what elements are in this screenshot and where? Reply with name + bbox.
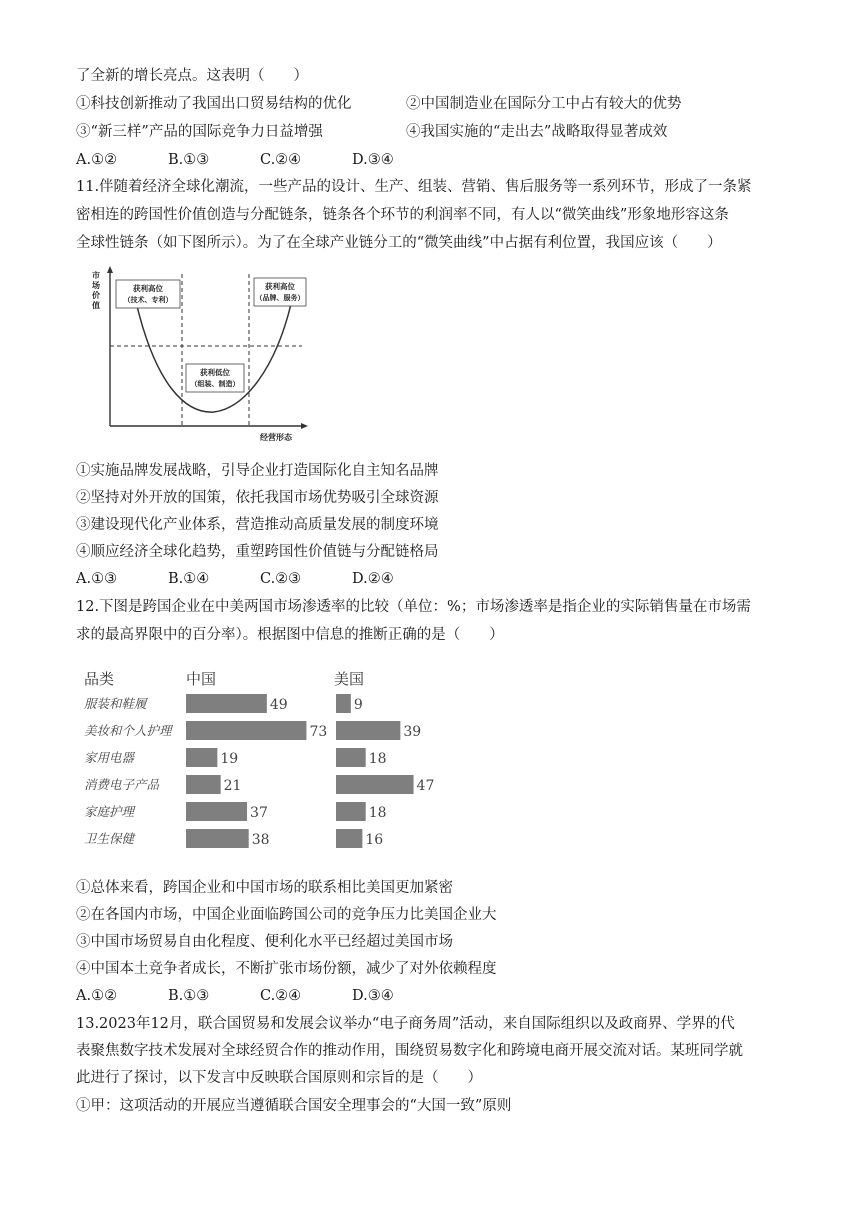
q12-option-4: ④中国本土竞争者成长，不断扩张市场份额，减少了对外依赖程度 bbox=[76, 961, 497, 977]
series-name-china: 中国 bbox=[186, 670, 217, 688]
left-high-label-1: 获利高位 bbox=[133, 284, 163, 293]
bar-china-value: 73 bbox=[309, 724, 328, 740]
mid-low-label-1: 获利低位 bbox=[200, 368, 230, 377]
y-axis-label-4: 值 bbox=[92, 301, 100, 310]
bar-usa-value: 16 bbox=[365, 832, 384, 848]
category-header: 品类 bbox=[84, 670, 115, 688]
q12-choice-d: D.③④ bbox=[352, 988, 394, 1004]
q10-options-row-1 bbox=[76, 94, 776, 114]
category-label: 家庭护理 bbox=[84, 804, 135, 819]
q11-choice-d: D.②④ bbox=[352, 571, 394, 587]
bar-china bbox=[186, 694, 267, 713]
penetration-bar-chart bbox=[76, 660, 476, 860]
q11-option-4: ④顺应经济全球化趋势，重塑跨国性价值链与分配链格局 bbox=[76, 544, 439, 560]
category-label: 消费电子产品 bbox=[84, 777, 160, 792]
bar-china-value: 19 bbox=[220, 751, 239, 767]
q10-choice-a: A.①② bbox=[76, 152, 118, 168]
bars-layer bbox=[84, 694, 434, 848]
bar-usa-value: 39 bbox=[403, 724, 422, 740]
y-axis-label-3: 价 bbox=[92, 291, 100, 300]
bar-usa-value: 18 bbox=[368, 805, 387, 821]
q10-option-4: ④我国实施的“走出去”战略取得显著成效 bbox=[406, 124, 668, 140]
mid-low-label-2: （组装、制造） bbox=[190, 380, 240, 388]
bar-usa bbox=[336, 694, 351, 713]
q10-choices bbox=[76, 150, 476, 170]
right-high-label-2: （品牌、服务） bbox=[255, 294, 305, 302]
q11-stem-line-1: 11.伴随着经济全球化潮流，一些产品的设计、生产、组装、营销、售后服务等一系列环节，形成了一条紧 bbox=[76, 179, 752, 195]
q11-option-1: ①实施品牌发展战略，引导企业打造国际化自主知名品牌 bbox=[76, 463, 439, 479]
category-label: 卫生保健 bbox=[84, 831, 135, 846]
bar-china bbox=[186, 775, 221, 794]
bar-usa bbox=[336, 802, 366, 821]
q11-choice-b: B.①④ bbox=[168, 571, 210, 587]
bar-china bbox=[186, 829, 249, 848]
q10-stem-tail: 了全新的增长亮点。这表明（ ） bbox=[76, 68, 308, 84]
q11-stem-line-3: 全球性链条（如下图所示）。为了在全球产业链分工的“微笑曲线”中占据有利位置，我国应该（ ） bbox=[76, 235, 722, 251]
q12-option-1: ①总体来看，跨国企业和中国市场的联系相比美国更加紧密 bbox=[76, 880, 453, 896]
q11-option-2: ②坚持对外开放的国策，依托我国市场优势吸引全球资源 bbox=[76, 490, 439, 506]
q10-option-2: ②中国制造业在国际分工中占有较大的优势 bbox=[406, 96, 682, 112]
bar-china bbox=[186, 721, 306, 740]
q11-choice-c: C.②③ bbox=[260, 571, 302, 587]
right-high-label-1: 获利高位 bbox=[265, 282, 295, 291]
q12-choice-b: B.①③ bbox=[168, 988, 210, 1004]
q11-choice-a: A.①③ bbox=[76, 571, 118, 587]
bar-china-value: 21 bbox=[223, 778, 242, 794]
series-name-usa: 美国 bbox=[334, 670, 365, 688]
q10-options-row-2 bbox=[76, 122, 776, 142]
bar-usa bbox=[336, 721, 400, 740]
q11-choices bbox=[76, 569, 476, 589]
bar-usa-value: 9 bbox=[353, 697, 363, 713]
q12-choices bbox=[76, 986, 476, 1006]
category-label: 家用电器 bbox=[84, 750, 135, 765]
category-label: 服装和鞋履 bbox=[84, 696, 147, 711]
q12-choice-a: A.①② bbox=[76, 988, 118, 1004]
q13-stem-line-1: 13.2023年12月，联合国贸易和发展会议举办“电子商务周”活动，来自国际组织以及政商界、学界的代 bbox=[76, 1016, 735, 1032]
q10-option-3: ③“新三样”产品的国际竞争力日益增强 bbox=[76, 124, 323, 140]
bar-usa bbox=[336, 829, 362, 848]
q13-option-1: ①甲：这项活动的开展应当遵循联合国安全理事会的“大国一致”原则 bbox=[76, 1098, 512, 1114]
q13-stem-line-3: 此进行了探讨，以下发言中反映联合国原则和宗旨的是（ ） bbox=[76, 1070, 482, 1086]
left-high-label-2: （技术、专利） bbox=[123, 296, 173, 304]
q11-stem-line-2: 密相连的跨国性价值创造与分配链条，链条各个环节的利润率不同，有人以“微笑曲线”形象地形容这条 bbox=[76, 207, 729, 223]
q12-stem-line-2: 求的最高界限中的百分率）。根据图中信息的推断正确的是（ ） bbox=[76, 627, 504, 643]
smile-curve bbox=[136, 302, 291, 412]
bar-china-value: 49 bbox=[269, 697, 288, 713]
x-axis-label: 经营形态 bbox=[260, 433, 292, 442]
q12-option-2: ②在各国内市场，中国企业面临跨国公司的竞争压力比美国企业大 bbox=[76, 907, 497, 923]
bar-china bbox=[186, 748, 217, 767]
bar-usa-value: 18 bbox=[368, 751, 387, 767]
q12-choice-c: C.②④ bbox=[260, 988, 302, 1004]
q11-option-3: ③建设现代化产业体系，营造推动高质量发展的制度环境 bbox=[76, 517, 439, 533]
q10-choice-b: B.①③ bbox=[168, 152, 210, 168]
bar-china-value: 38 bbox=[251, 832, 270, 848]
q10-choice-d: D.③④ bbox=[352, 152, 394, 168]
bar-china bbox=[186, 802, 247, 821]
category-label: 美妆和个人护理 bbox=[84, 723, 172, 738]
q10-choice-c: C.②④ bbox=[260, 152, 302, 168]
q13-stem-line-2: 表聚焦数字技术发展对全球经贸合作的推动作用，围绕贸易数字化和跨境电商开展交流对话。某班同学就 bbox=[76, 1043, 743, 1059]
bar-usa bbox=[336, 748, 366, 767]
q12-stem-line-1: 12.下图是跨国企业在中美两国市场渗透率的比较（单位：%；市场渗透率是指企业的实际销售量在市场需 bbox=[76, 599, 751, 615]
q10-option-1: ①科技创新推动了我国出口贸易结构的优化 bbox=[76, 96, 352, 112]
q12-option-3: ③中国市场贸易自由化程度、便利化水平已经超过美国市场 bbox=[76, 934, 453, 950]
x-axis-arrow bbox=[301, 423, 308, 429]
bar-china-value: 37 bbox=[250, 805, 268, 821]
bar-usa-value: 47 bbox=[416, 778, 435, 794]
y-axis-label-1: 市 bbox=[92, 271, 100, 280]
smile-curve-figure bbox=[86, 266, 312, 444]
y-axis-arrow bbox=[107, 266, 113, 273]
bar-usa bbox=[336, 775, 414, 794]
y-axis-label-2: 场 bbox=[92, 281, 100, 290]
